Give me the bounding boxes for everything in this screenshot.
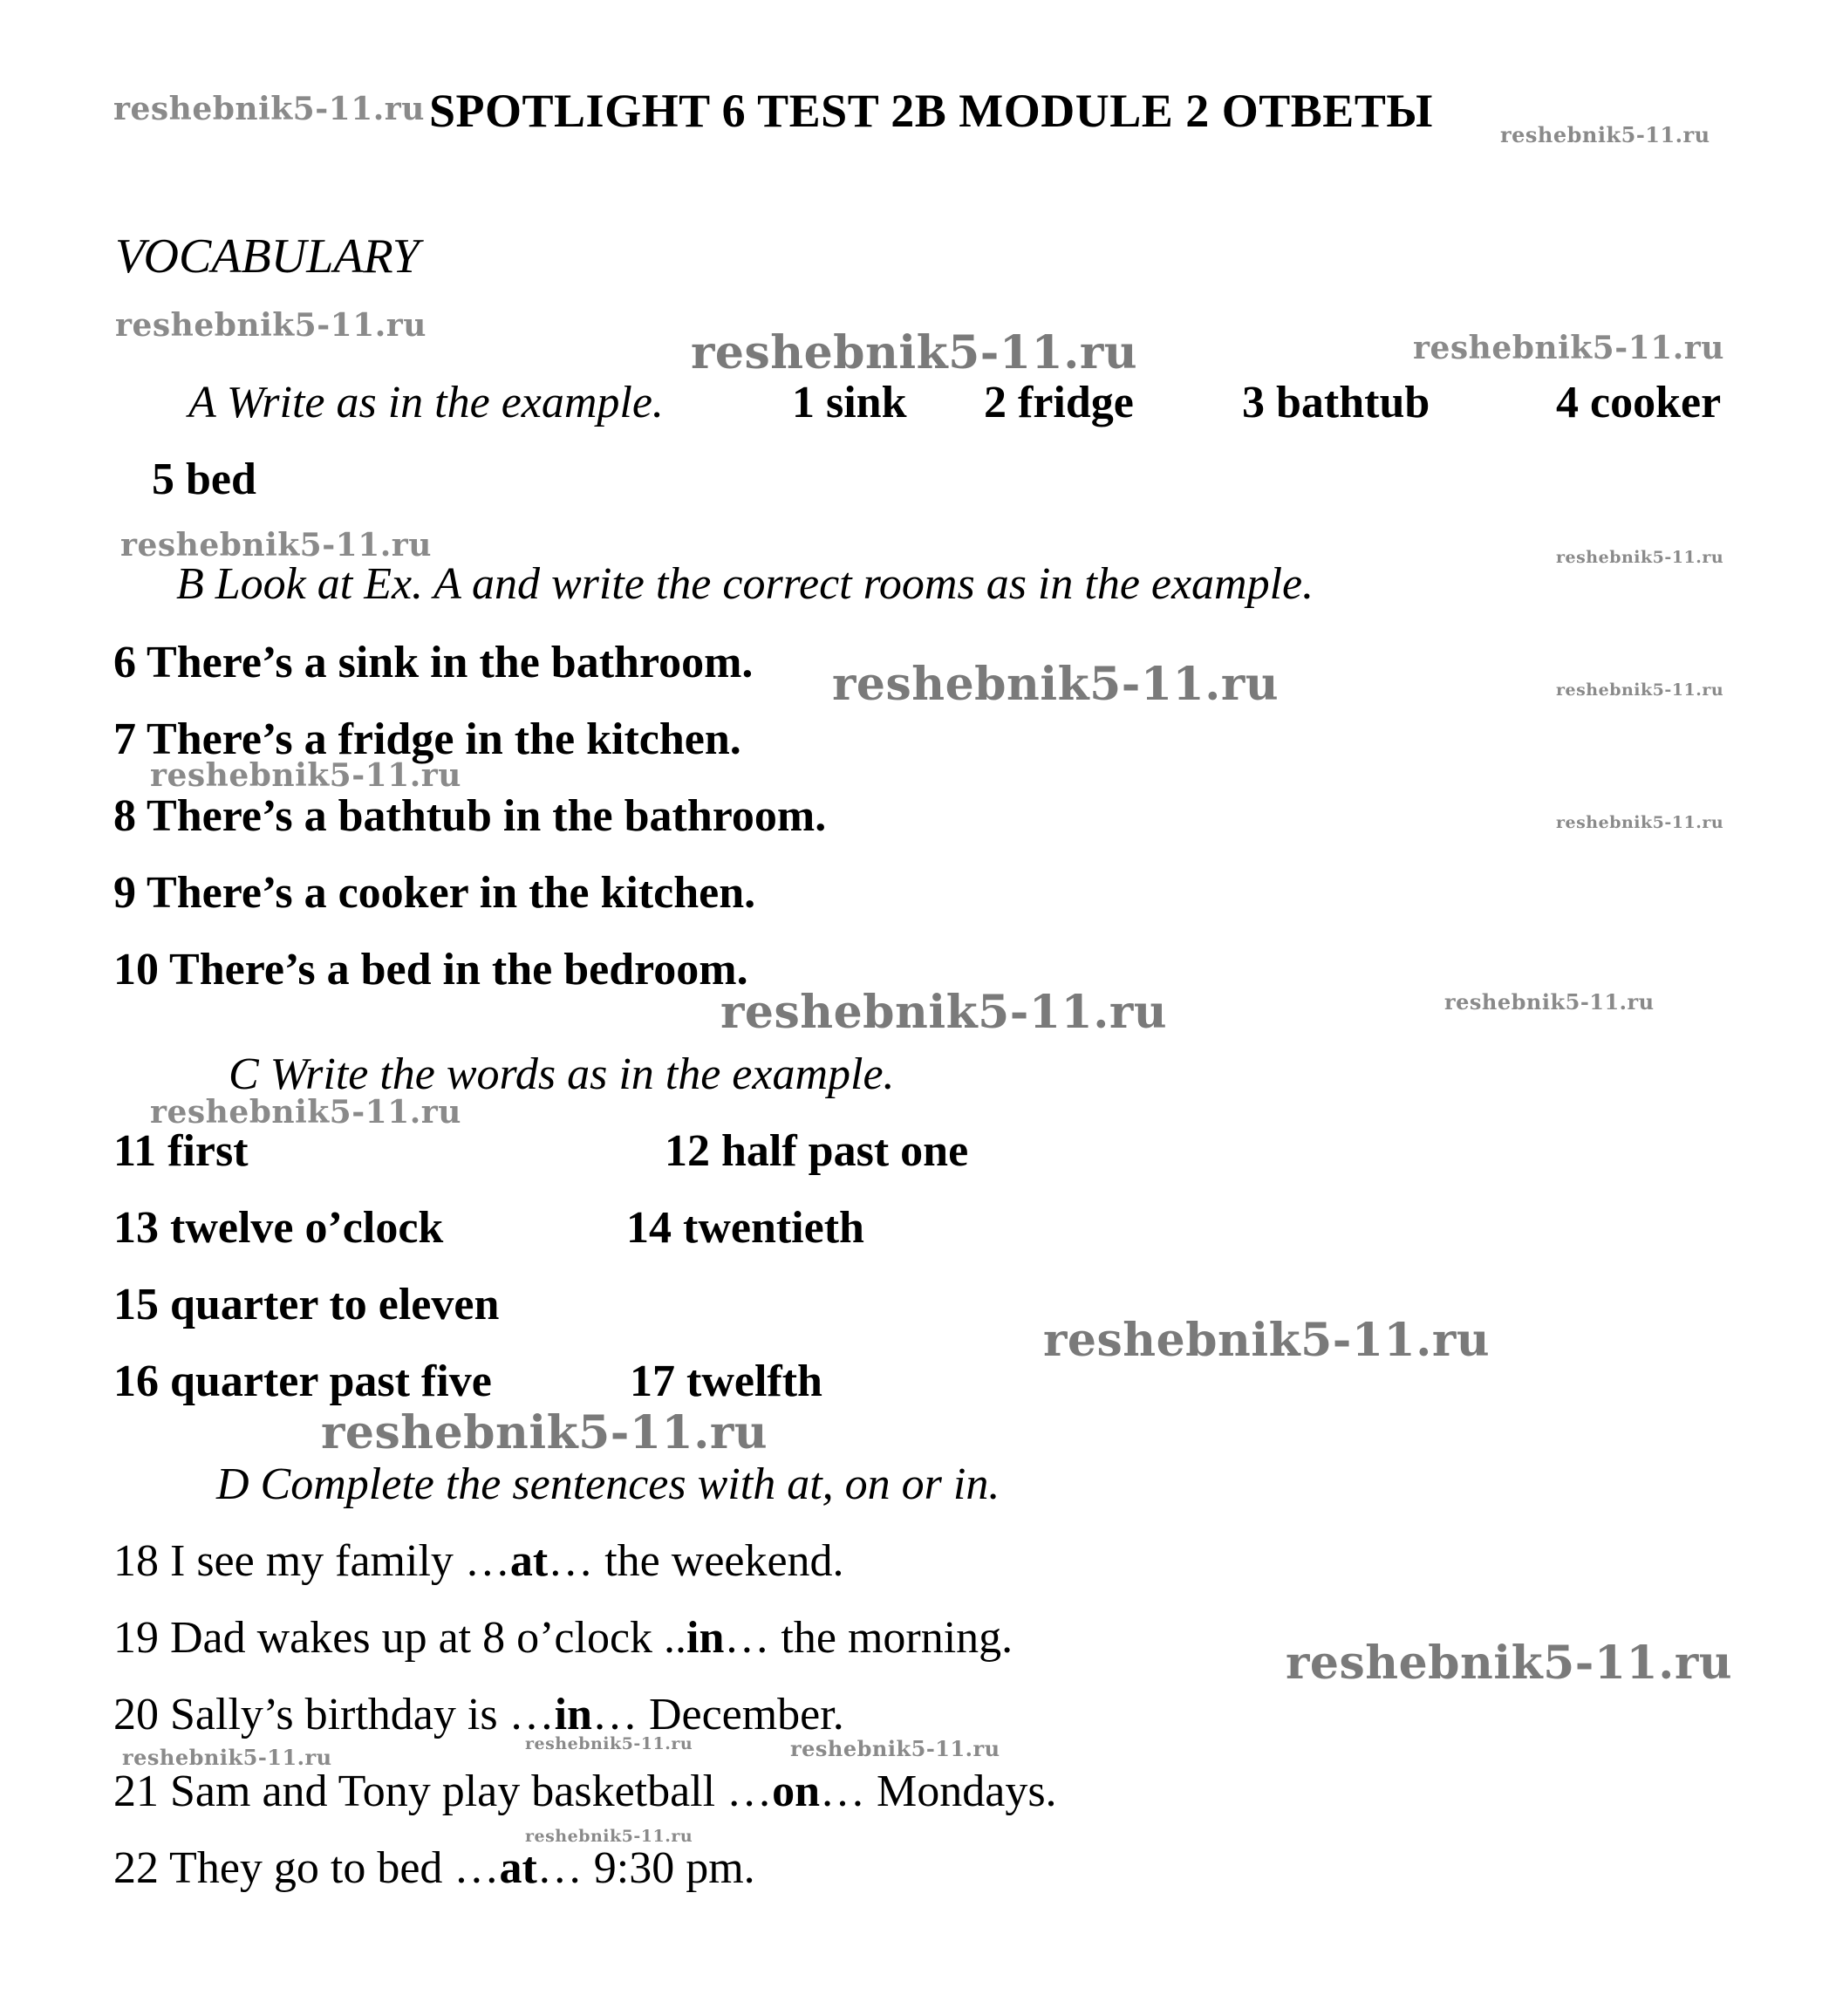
- exercise-c-answer: 17 twelfth: [630, 1357, 822, 1406]
- sentence-text: 21 Sam and Tony play basketball …: [113, 1767, 773, 1816]
- exercise-d-sentence: [113, 1842, 755, 1894]
- watermark: reshebnik5-11.ru: [321, 1406, 768, 1459]
- watermark: reshebnik5-11.ru: [790, 1736, 1000, 1761]
- exercise-d-sentence: [113, 1766, 1057, 1817]
- exercise-a-answer: 5 bed: [152, 454, 256, 504]
- sentence-text: 18 I see my family …: [113, 1536, 510, 1586]
- sentence-text: … December.: [591, 1690, 844, 1739]
- watermark: reshebnik5-11.ru: [122, 1745, 332, 1770]
- watermark: reshebnik5-11.ru: [1556, 813, 1724, 832]
- watermark: reshebnik5-11.ru: [120, 527, 432, 564]
- exercise-d-sentence: [113, 1612, 1013, 1664]
- exercise-a-answer: 4 cooker: [1556, 378, 1722, 427]
- watermark: reshebnik5-11.ru: [691, 326, 1138, 379]
- exercise-c-answer: 12 half past one: [665, 1126, 969, 1176]
- exercise-c-answer: 13 twelve o’clock: [113, 1203, 444, 1253]
- exercise-b-answer: 7 There’s a fridge in the kitchen.: [113, 714, 741, 764]
- watermark: reshebnik5-11.ru: [1556, 548, 1724, 567]
- exercise-a-instruction: A Write as in the example.: [188, 378, 664, 427]
- sentence-text: … the weekend.: [548, 1536, 844, 1586]
- exercise-d-sentence: [113, 1689, 844, 1740]
- exercise-a-answer: 2 fridge: [984, 378, 1134, 427]
- watermark: reshebnik5-11.ru: [1556, 680, 1724, 700]
- watermark: reshebnik5-11.ru: [525, 1827, 693, 1846]
- watermark: reshebnik5-11.ru: [113, 91, 425, 127]
- sentence-text: … the morning.: [724, 1613, 1013, 1663]
- watermark: reshebnik5-11.ru: [1286, 1637, 1733, 1690]
- exercise-b-answer: 8 There’s a bathtub in the bathroom.: [113, 791, 827, 841]
- watermark: reshebnik5-11.ru: [150, 757, 461, 794]
- watermark: reshebnik5-11.ru: [525, 1734, 693, 1753]
- watermark: reshebnik5-11.ru: [1444, 989, 1655, 1015]
- exercise-d-sentence: [113, 1535, 844, 1587]
- exercise-a-answer: 1 sink: [792, 378, 907, 427]
- watermark: reshebnik5-11.ru: [720, 986, 1168, 1039]
- exercise-a-answer: 3 bathtub: [1242, 378, 1430, 427]
- exercise-b-answer: 9 There’s a cooker in the kitchen.: [113, 868, 756, 918]
- sentence-text: 19 Dad wakes up at 8 o’clock ..: [113, 1613, 687, 1663]
- page-title: SPOTLIGHT 6 TEST 2B MODULE 2 ОТВЕТЫ: [429, 85, 1433, 137]
- exercise-c-answer: 11 first: [113, 1126, 249, 1176]
- watermark: reshebnik5-11.ru: [832, 658, 1280, 711]
- answer-word: in: [554, 1690, 592, 1739]
- exercise-c-answer: 16 quarter past five: [113, 1357, 492, 1406]
- watermark: reshebnik5-11.ru: [115, 307, 427, 344]
- exercise-c-instruction: C Write the words as in the example.: [229, 1049, 895, 1099]
- answer-word: in: [686, 1613, 725, 1663]
- exercise-b-answer: 6 There’s a sink in the bathroom.: [113, 638, 754, 687]
- exercise-c-answer: 14 twentieth: [626, 1203, 864, 1253]
- answer-word: at: [509, 1536, 549, 1586]
- watermark: reshebnik5-11.ru: [1413, 330, 1724, 366]
- sentence-text: … 9:30 pm.: [536, 1843, 755, 1893]
- sentence-text: 22 They go to bed …: [113, 1843, 500, 1893]
- sentence-text: 20 Sally’s birthday is …: [113, 1690, 555, 1739]
- section-heading-vocabulary: VOCABULARY: [115, 229, 420, 284]
- watermark: reshebnik5-11.ru: [1043, 1314, 1491, 1367]
- exercise-d-instruction: D Complete the sentences with at, on or in.: [216, 1459, 1000, 1509]
- exercise-b-answer: 10 There’s a bed in the bedroom.: [113, 945, 748, 994]
- answer-word: on: [772, 1767, 820, 1816]
- sentence-text: … Mondays.: [820, 1767, 1057, 1816]
- answer-word: at: [499, 1843, 537, 1893]
- exercise-b-instruction: B Look at Ex. A and write the correct rooms as in the example.: [176, 559, 1314, 609]
- exercise-c-answer: 15 quarter to eleven: [113, 1280, 500, 1329]
- watermark: reshebnik5-11.ru: [150, 1094, 461, 1131]
- watermark: reshebnik5-11.ru: [1500, 122, 1710, 147]
